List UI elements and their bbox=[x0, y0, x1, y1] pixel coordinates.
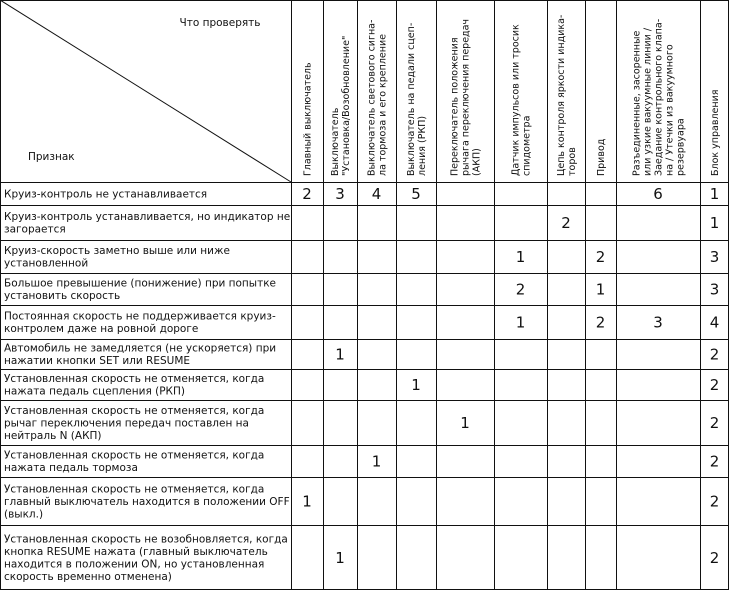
check-order-number: 3 bbox=[709, 280, 720, 299]
symptom-label: Автомобиль не замедляется (не ускоряется) при bbox=[4, 342, 277, 355]
column-header-line: Выключатель на педали сцеп- bbox=[406, 22, 417, 176]
column-header-line: Цепь контроля яркости индика- bbox=[556, 14, 567, 176]
check-order-number: 1 bbox=[515, 248, 526, 266]
column-header-line: ления (РКП) bbox=[417, 115, 428, 176]
column-header bbox=[710, 90, 721, 176]
check-order-number: 1 bbox=[411, 376, 421, 394]
table-row bbox=[4, 534, 719, 584]
table-row bbox=[4, 373, 719, 398]
symptom-label: Установленная скорость не отменяется, когда bbox=[4, 373, 265, 385]
symptom-label: Постоянная скорость не поддерживается круиз- bbox=[4, 310, 276, 323]
symptom-label: скорость временно отменена) bbox=[4, 571, 172, 583]
check-order-number: 5 bbox=[411, 185, 421, 203]
column-header bbox=[556, 15, 578, 176]
check-order-number: 2 bbox=[561, 214, 571, 232]
table-row bbox=[4, 483, 719, 520]
symptom-label: нажата педаль сцепления (РКП) bbox=[4, 385, 185, 398]
symptom-label: кнопка RESUME нажата (главный выключатель bbox=[4, 546, 268, 558]
check-order-number: 2 bbox=[709, 549, 720, 567]
check-order-number: 2 bbox=[709, 452, 720, 471]
symptom-label: загорается bbox=[4, 223, 66, 236]
column-header-line: Заедание контрольного клапа- bbox=[653, 18, 665, 176]
symptom-label: главный выключатель находится в положении OFF bbox=[4, 495, 290, 508]
column-header-line: рычага переключения передач bbox=[460, 18, 472, 176]
table-row bbox=[4, 343, 719, 368]
check-order-number: 1 bbox=[595, 280, 606, 299]
check-order-number: 1 bbox=[515, 313, 526, 332]
check-order-number: 2 bbox=[515, 280, 526, 299]
column-header-line: Выключатель bbox=[330, 107, 341, 176]
symptom-label: рычаг переключения передач поставлен на bbox=[4, 417, 249, 430]
symptom-label: установить скорость bbox=[4, 290, 121, 302]
column-header-line: Датчик импульсов или тросик bbox=[510, 24, 522, 176]
check-order-number: 1 bbox=[335, 345, 345, 364]
table-row bbox=[4, 245, 719, 270]
check-order-number: 4 bbox=[371, 185, 382, 203]
column-header bbox=[632, 19, 687, 176]
column-header bbox=[330, 36, 352, 176]
column-header-line: или узкие вакуумные линии / bbox=[642, 27, 654, 176]
check-order-number: 2 bbox=[709, 345, 720, 364]
table-row bbox=[4, 405, 719, 442]
check-order-number: 1 bbox=[371, 452, 382, 471]
column-header bbox=[450, 19, 483, 176]
column-header-line: Главный выключатель bbox=[302, 62, 314, 176]
column-header bbox=[596, 138, 607, 176]
column-header bbox=[367, 20, 389, 176]
column-header-line: торов bbox=[567, 147, 578, 176]
check-order-number: 2 bbox=[709, 414, 720, 432]
symptom-label: Установленная скорость не отменяется, когда bbox=[4, 483, 265, 496]
check-order-number: 1 bbox=[709, 185, 720, 203]
table-row bbox=[4, 278, 719, 303]
symptom-label: нажата педаль тормоза bbox=[4, 462, 138, 474]
table-row bbox=[4, 311, 719, 336]
check-order-number: 4 bbox=[709, 313, 720, 332]
symptom-label: нажатии кнопки SET или RESUME bbox=[4, 355, 191, 367]
column-header-line: Привод bbox=[596, 138, 607, 176]
check-order-number: 2 bbox=[709, 376, 720, 394]
check-order-number: 1 bbox=[709, 214, 720, 232]
column-header-line: спидометра bbox=[521, 115, 533, 176]
column-header-line: Переключатель положения bbox=[449, 37, 461, 176]
symptom-label: Установленная скорость не отменяется, когда bbox=[4, 449, 265, 462]
column-header-line: (АКП) bbox=[471, 148, 483, 176]
symptom-label: Большое превышение (понижение) при попытке bbox=[4, 277, 277, 290]
check-order-number: 3 bbox=[653, 313, 663, 332]
symptom-label: установленной bbox=[4, 257, 89, 270]
symptom-label: нейтраль N (АКП) bbox=[4, 429, 102, 442]
column-header-line: на / Утечки из вакуумного bbox=[664, 44, 676, 176]
column-header-line: "Установка/Возобновление" bbox=[341, 35, 352, 176]
corner-label-symptom: Признак bbox=[28, 151, 75, 163]
check-order-number: 2 bbox=[595, 248, 606, 266]
table-row bbox=[4, 211, 719, 236]
check-order-number: 2 bbox=[595, 313, 606, 332]
check-order-number: 2 bbox=[302, 185, 312, 203]
column-header bbox=[511, 24, 533, 176]
check-order-number: 3 bbox=[335, 185, 345, 203]
check-order-number: 3 bbox=[709, 248, 720, 266]
check-order-number: 1 bbox=[302, 492, 312, 511]
symptom-label: Установленная скорость не отменяется, когда bbox=[4, 404, 265, 417]
check-order-number: 2 bbox=[709, 492, 720, 511]
symptom-label: Круиз-контроль устанавливается, но индикатор не bbox=[4, 211, 291, 223]
column-header-line: Разъединенные, засоренные bbox=[631, 30, 643, 176]
symptom-label: Круиз-скорость заметно выше или ниже bbox=[4, 245, 230, 257]
corner-label-what-to-check: Что проверять bbox=[179, 17, 261, 29]
column-header bbox=[303, 62, 314, 176]
check-order-number: 1 bbox=[335, 549, 345, 567]
symptom-label: Круиз-контроль не устанавливается bbox=[4, 188, 208, 201]
column-header-line: Выключатель светового сигна- bbox=[366, 19, 378, 176]
symptom-label: (выкл.) bbox=[4, 508, 44, 521]
check-order-number: 1 bbox=[460, 414, 470, 432]
column-header-line: Блок управления bbox=[710, 89, 721, 176]
column-header-line: ла тормоза и его крепление bbox=[377, 34, 389, 176]
symptom-label: Установленная скорость не возобновляется, когда bbox=[4, 533, 288, 546]
column-header-line: резервуара bbox=[675, 118, 687, 176]
table-row bbox=[4, 450, 719, 475]
symptom-label: находится в положении ON, но установленная bbox=[4, 558, 265, 571]
column-header bbox=[406, 23, 428, 176]
check-order-number: 6 bbox=[653, 185, 663, 203]
symptom-label: контролем даже на ровной дороге bbox=[4, 323, 199, 335]
table-row bbox=[4, 185, 719, 203]
